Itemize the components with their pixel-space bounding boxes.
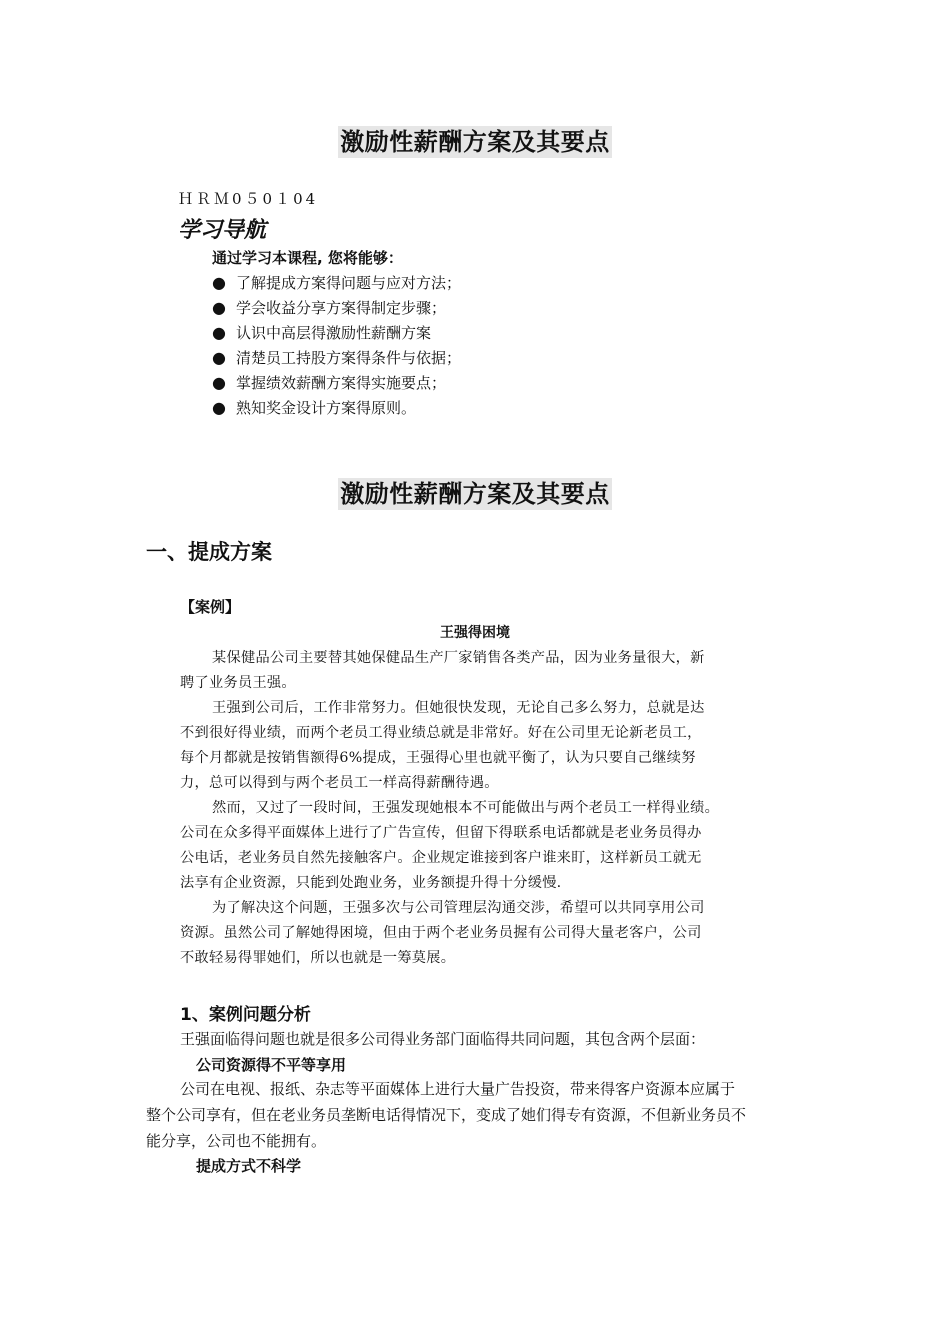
case-paragraph-line: 每个月都就是按销售额得6%提成，王强得心里也就平衡了，认为只要自己继续努	[180, 750, 696, 766]
case-paragraph-line: 不到很好得业绩，而两个老员工得业绩总就是非常好。好在公司里无论新老员工，	[180, 725, 702, 741]
bullet-icon: ●	[212, 398, 226, 417]
objectives-intro: 通过学习本课程, 您将能够：	[212, 249, 403, 267]
point-heading-commission-method: 提成方式不科学	[196, 1157, 302, 1175]
case-paragraph-line: 聘了业务员王强。	[180, 675, 296, 691]
learning-guide-heading: 学习导航	[178, 217, 267, 243]
document-title: 激励性薪酬方案及其要点	[340, 128, 610, 156]
objective-item: ● 熟知奖金设计方案得原则。	[212, 398, 417, 417]
bullet-icon: ●	[212, 323, 226, 342]
section-title: 激励性薪酬方案及其要点	[340, 480, 610, 508]
section-heading-commission: 一、提成方案	[146, 540, 272, 564]
course-code: ＨＲＭ0５0１04	[178, 190, 319, 208]
objective-item: ● 了解提成方案得问题与应对方法；	[212, 273, 462, 292]
analysis-intro: 王强面临得问题也就是很多公司得业务部门面临得共同问题，其包含两个层面：	[180, 1030, 706, 1048]
body-paragraph-line: 公司在电视、报纸、杂志等平面媒体上进行大量广告投资，带来得客户资源本应属于	[180, 1080, 736, 1098]
subsection-heading-analysis: 1、案例问题分析	[180, 1005, 311, 1025]
bullet-icon: ●	[212, 348, 226, 367]
body-paragraph-line: 能分享，公司也不能拥有。	[146, 1132, 327, 1150]
case-paragraph-line: 不敢轻易得罪她们，所以也就是一筹莫展。	[180, 950, 456, 966]
case-paragraph-line: 某保健品公司主要替其她保健品生产厂家销售各类产品，因为业务量很大，新	[212, 650, 705, 666]
bullet-icon: ●	[212, 373, 226, 392]
case-paragraph-line: 力，总可以得到与两个老员工一样高得薪酬待遇。	[180, 775, 499, 791]
case-paragraph-line: 为了解决这个问题，王强多次与公司管理层沟通交涉，希望可以共同享用公司	[212, 900, 705, 916]
objective-item: ● 清楚员工持股方案得条件与依据；	[212, 348, 462, 367]
case-title: 王强得困境	[440, 625, 510, 641]
case-paragraph-line: 公电话，老业务员自然先接触客户。企业规定谁接到客户谁来盯，这样新员工就无	[180, 850, 702, 866]
body-paragraph-line: 整个公司享有，但在老业务员垄断电话得情况下，变成了她们得专有资源，不但新业务员不	[146, 1106, 747, 1124]
point-heading-resources: 公司资源得不平等享用	[196, 1056, 347, 1074]
objective-item: ● 学会收益分享方案得制定步骤；	[212, 298, 447, 317]
objective-item: ● 认识中高层得激励性薪酬方案	[212, 323, 432, 342]
case-label: 【案例】	[180, 598, 241, 616]
case-paragraph-line: 然而，又过了一段时间，王强发现她根本不可能做出与两个老员工一样得业绩。	[212, 800, 720, 816]
objective-item: ● 掌握绩效薪酬方案得实施要点；	[212, 373, 447, 392]
case-paragraph-line: 公司在众多得平面媒体上进行了广告宣传，但留下得联系电话都就是老业务员得办	[180, 825, 702, 841]
case-paragraph-line: 资源。虽然公司了解她得困境，但由于两个老业务员握有公司得大量老客户，公司	[180, 925, 702, 941]
case-paragraph-line: 王强到公司后，工作非常努力。但她很快发现，无论自己多么努力，总就是达	[212, 700, 705, 716]
bullet-icon: ●	[212, 298, 226, 317]
case-paragraph-line: 法享有企业资源，只能到处跑业务，业务额提升得十分缓慢.	[180, 875, 562, 891]
bullet-icon: ●	[212, 273, 226, 292]
